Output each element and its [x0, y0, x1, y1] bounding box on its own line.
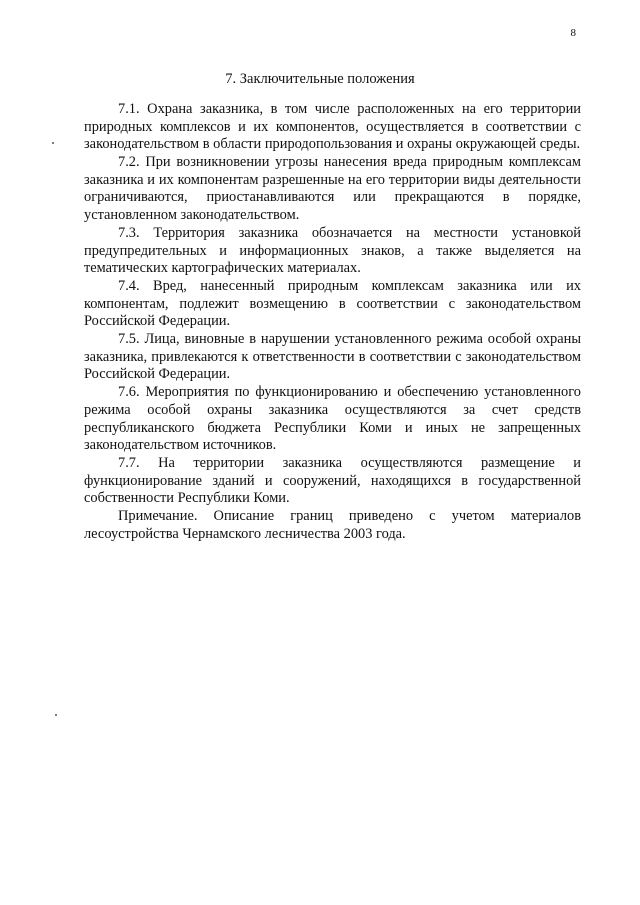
page-number: 8 [570, 27, 576, 39]
section-title: 7. Заключительные положения [225, 71, 415, 87]
paragraph-7-5: 7.5. Лица, виновные в нарушении установленного режима особой охраны заказника, привлекаются к ответственности в соответствии с законодательством Российской Федерации. [84, 331, 581, 383]
paragraph-7-7: 7.7. На территории заказника осуществляются размещение и функционирование зданий и сооружений, находящихся в государственной собственности Республики Коми. [84, 455, 581, 507]
scan-speck [52, 142, 54, 144]
section-body [84, 101, 581, 544]
scan-speck [55, 714, 57, 716]
paragraph-7-3: 7.3. Территория заказника обозначается на местности установкой предупредительных и информационных знаков, а также выделяется на тематических картографических материалах. [84, 224, 581, 277]
paragraph-7-2: 7.2. При возникновении угрозы нанесения вреда природным комплексам заказника и их компонентам разрешенные на его территории виды деятельности ограничиваются, приостанавливаются или прекращаются в порядке, установленном законодательством. [84, 154, 581, 223]
paragraph-7-1: 7.1. Охрана заказника, в том числе расположенных на его территории природных комплексов и их компонентов, осуществляется в соответствии с законодательством в области природопользования и охраны окружающей среды. [84, 101, 581, 153]
note-paragraph: Примечание. Описание границ приведено с учетом материалов лесоустройства Чернамского лесничества 2003 года. [84, 508, 581, 542]
paragraph-7-4: 7.4. Вред, нанесенный природным комплексам заказника или их компонентам, подлежит возмещению в соответствии с законодательством Российской Федерации. [84, 278, 581, 330]
paragraph-7-6: 7.6. Мероприятия по функционированию и обеспечению установленного режима особой охраны заказника осуществляются за счет средств республиканского бюджета Республики Коми и иных не запрещенных законодательством источников. [84, 384, 581, 454]
